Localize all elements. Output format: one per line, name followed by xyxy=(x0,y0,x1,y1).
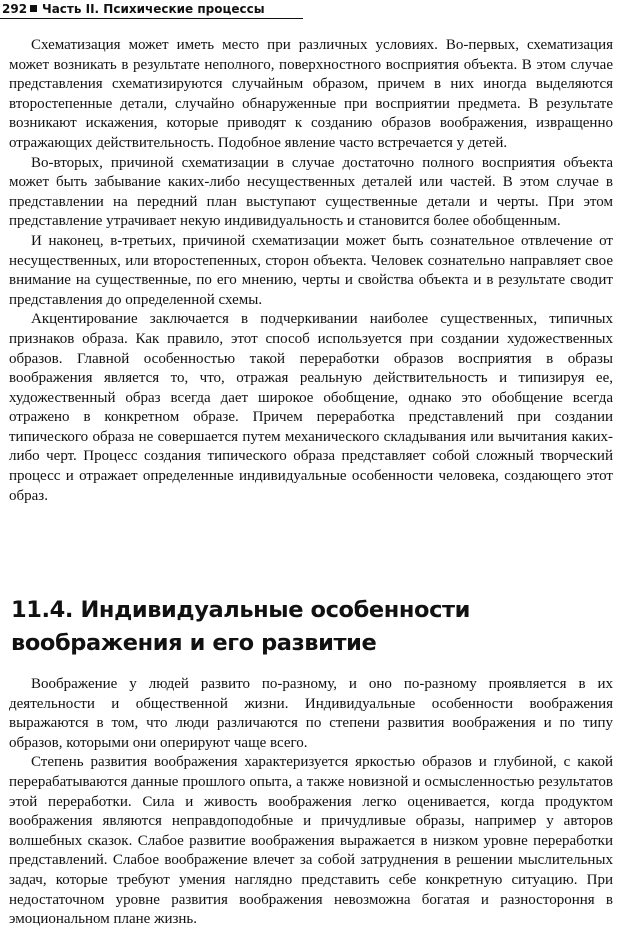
section-heading xyxy=(11,594,611,660)
paragraph: Степень развития воображения характеризуется яркостью образов и глубиной, с какой перерабатываются данные прошлого опыта, а также новизной и осмысленностью результатов этой переработки. Сила и живость воображения легко оценивается, когда продуктом воображения являются неправдоподобные и причудливые образы, например у авторов волшебных сказок. Слабое развитие воображения выражается в низком уровне переработки представлений. Слабое воображение влечет за собой затруднения в решении мыслительных задач, которые требуют умения наглядно представить себе конкретную ситуацию. При недостаточном уровне развития воображения невозможна богатая и разностороння в эмоциональном плане жизнь. xyxy=(9,754,613,928)
paragraph: И наконец, в-третьих, причиной схематизации может быть сознательное отвлечение от несущественных, или второстепенных, сторон объекта. Человек сознательно направляет свое внимание на существенные, по его мнению, черты и свойства объекта и в результате сводит представления до определенной схемы. xyxy=(9,232,613,308)
section-heading-line-1 xyxy=(11,594,611,627)
paragraph: Во-вторых, причиной схематизации в случае достаточно полного восприятия объекта может быть забывание каких-либо несущественных деталей или частей. В этом случае в представлении на передний план выступают существенные детали и черты. При этом представление утрачивает некую индивидуальность и становится более обобщенным. xyxy=(9,154,613,230)
section-number: 11.4. xyxy=(11,597,74,623)
section-title-line-2: воображения и его развитие xyxy=(11,630,377,656)
body-text-upper xyxy=(9,36,613,506)
section-title-line-1: Индивидуальные особенности xyxy=(80,597,471,623)
header-rule xyxy=(0,18,303,19)
header-bullet-square xyxy=(30,5,37,12)
paragraph: Воображение у людей развито по-разному, и оно по-разному проявляется в их деятельности и общественной жизни. Индивидуальные особенности воображения выражаются в том, что люди различаются по степени развития воображения и по типу образов, которыми они оперируют чаще всего. xyxy=(9,676,613,751)
running-title: Часть II. Психические процессы xyxy=(42,2,265,16)
paragraph: Акцентирование заключается в подчеркивании наиболее существенных, типичных признаков образа. Как правило, этот способ используется при создании художественных образов. Главной особенностью такой переработки образов восприятия в образы воображения является то, что, отражая реальную действительность и типизируя ее, художественный образ всегда дает широкое обобщение, однако это обобщение всегда отражено в конкретном образе. Причем переработка представлений при создании типического образа не совершается путем механического складывания или вычитания каких-либо черт. Процесс создания типического образа представляет собой сложный творческий процесс и отражает определенные индивидуальные особенности человека, создающего этот образ. xyxy=(9,311,613,504)
running-header xyxy=(0,0,620,20)
body-text-lower xyxy=(9,675,613,930)
page-number: 292 xyxy=(2,2,28,16)
paragraph: Схематизация может иметь место при различных условиях. Во-первых, схематизация может возникать в результате неполного, поверхностного восприятия объекта. В этом случае представления схематизируются случайным образом, причем в них иногда выделяются второстепенные детали, случайно обнаруженные при восприятии предмета. В результате возникают искажения, которые приводят к созданию образов воображения, извращенно отражающих действительность. Подобное явление часто встречается у детей. xyxy=(9,37,613,151)
